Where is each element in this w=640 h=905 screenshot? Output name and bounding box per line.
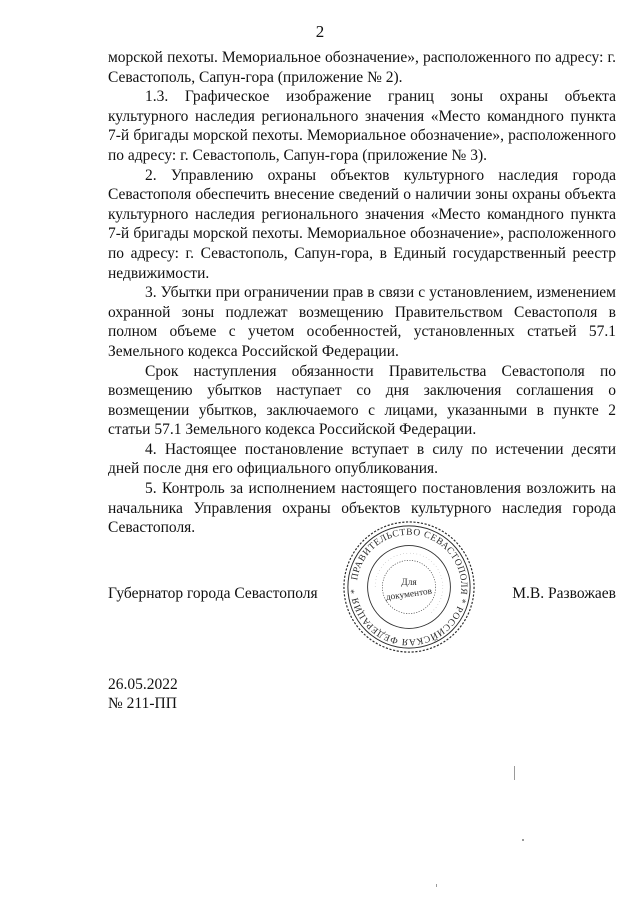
signer-title: Губернатор города Севастополя xyxy=(108,585,318,602)
scan-speck xyxy=(522,839,524,841)
document-body xyxy=(108,48,616,538)
paragraph-continuation: морской пехоты. Мемориальное обозначение», расположенного по адресу: г. Севастополь, Сапун-гора (приложение № 2). xyxy=(108,49,616,86)
paragraph-1-3: 1.3. Графическое изображение границ зоны охраны объекта культурного наследия регионального значения «Место командного пункта 7-й бригады морской пехоты. Мемориальное обозначение», расположенного по адресу: г. Севастополь, Сапун-гора (приложение № 3). xyxy=(108,88,616,164)
seal-center-line2: документов xyxy=(385,586,433,604)
svg-text:· · · · · · · · · · · · · · ·: · · · · · · · · · · · · · · · · · · · · · · · · · · · · · · · · · · · · · · · · · xyxy=(372,550,446,616)
seal-outer-text: ПРАВИТЕЛЬСТВО СЕВАСТОПОЛЯ * РОССИЙСКАЯ ФЕДЕРАЦИЯ * xyxy=(349,527,469,647)
paragraph-3: 3. Убытки при ограничении прав в связи с установлением, изменением охранной зоны подлежат возмещению Правительством Севастополя в полном объеме с учетом особенностей, установленных статьей 57.1 Земельного кодекса Российской Федерации. xyxy=(108,284,616,360)
page-number: 2 xyxy=(315,22,325,41)
signer-name: М.В. Развожаев xyxy=(512,585,616,602)
paragraph-5: 5. Контроль за исполнением настоящего постановления возложить на начальника Управления охраны объектов культурного наследия города Севастополя. xyxy=(108,480,616,537)
document-number: № 211-ПП xyxy=(108,695,177,712)
paragraph-compensation-term: Срок наступления обязанности Правительства Севастополя по возмещению убытков наступает со дня заключения соглашения о возмещении убытков, заключаемого с лицами, указанными в пункте 2 статьи 57.1 Земельного кодекса Российской Федерации. xyxy=(108,362,616,439)
scan-speck xyxy=(436,884,437,887)
paragraph-2: 2. Управлению охраны объектов культурного наследия города Севастополя обеспечить внесение сведений о наличии зоны охраны объекта культурного наследия регионального значения «Место командного пункта 7-й бригады морской пехоты. Мемориальное обозначение», расположенного по адресу: г. Севастополь, Сапун-гора, в Единый государственный реестр недвижимости. xyxy=(108,166,616,282)
official-seal-stamp xyxy=(340,518,478,656)
scan-speck xyxy=(514,766,515,780)
seal-center-line1: Для xyxy=(401,578,417,589)
paragraph-4: 4. Настоящее постановление вступает в силу по истечении десяти дней после дня его официального опубликования. xyxy=(108,440,616,478)
document-date: 26.05.2022 xyxy=(108,676,178,693)
